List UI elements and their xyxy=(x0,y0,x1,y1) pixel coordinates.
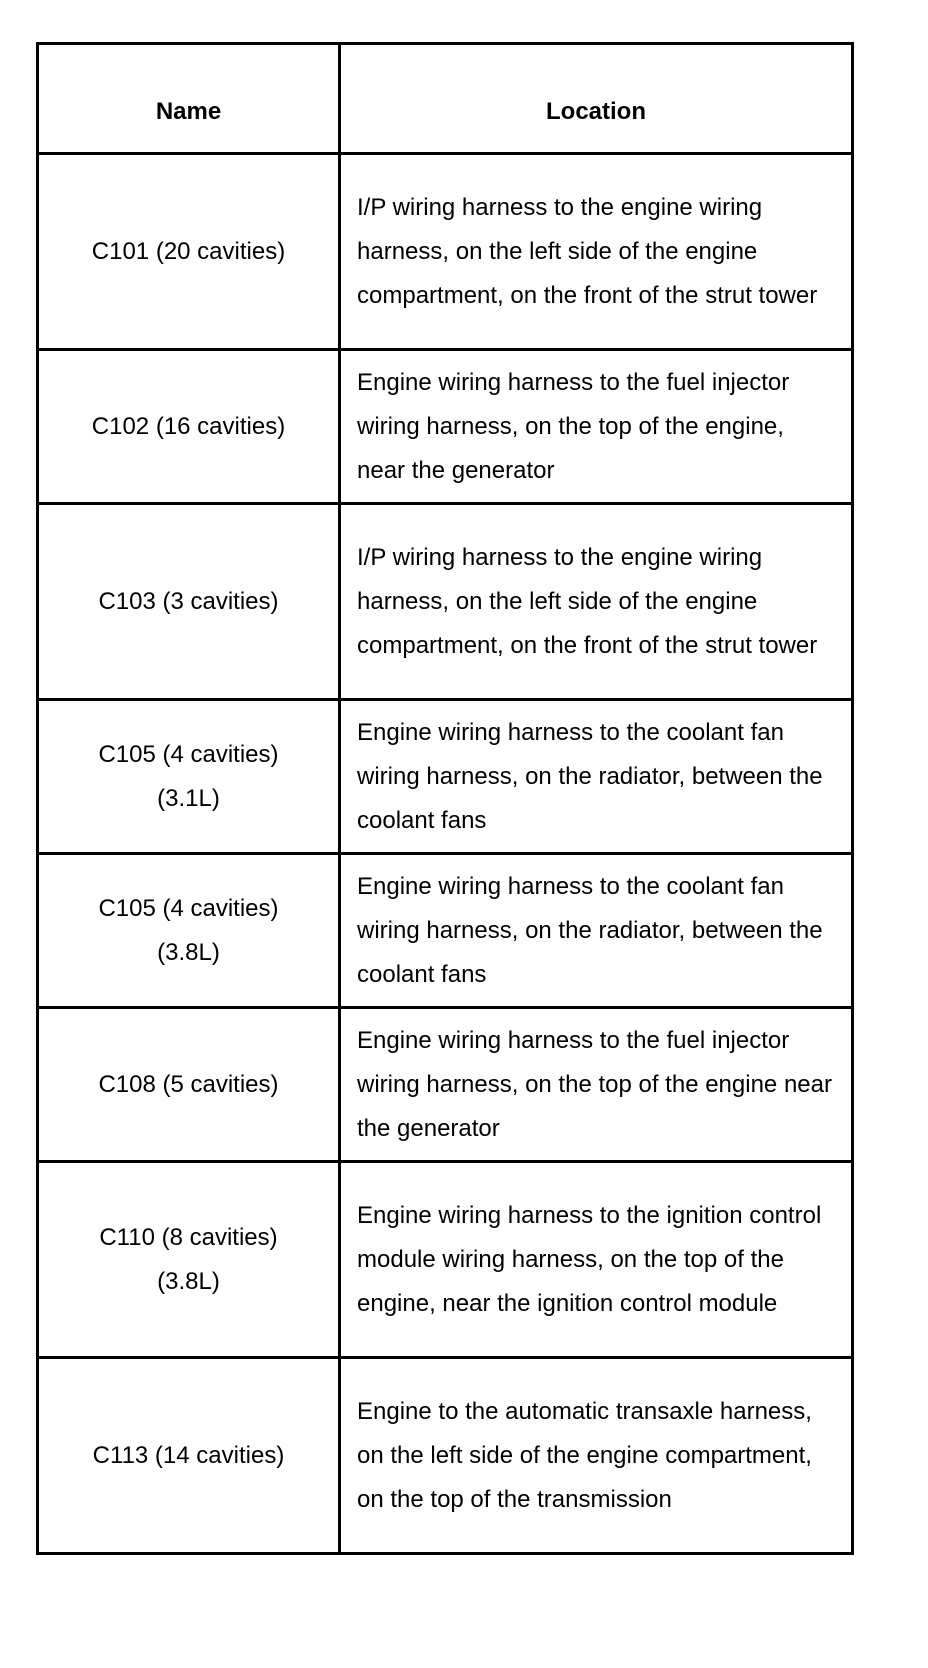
connector-location-cell xyxy=(340,1162,853,1358)
column-header-name: Name xyxy=(38,44,340,154)
table-row xyxy=(38,1162,853,1358)
connector-name-cell xyxy=(38,350,340,504)
connector-name-cell xyxy=(38,504,340,700)
connector-name: C108 (5 cavities) xyxy=(98,1070,279,1098)
connector-engine-variant: (3.8L) xyxy=(157,1267,220,1295)
connector-name-cell xyxy=(38,1008,340,1162)
connector-location-cell xyxy=(340,154,853,350)
connector-location: I/P wiring harness to the engine wiring harness, on the left side of the engine compartment, on the front of the strut tower xyxy=(357,193,818,309)
table-row xyxy=(38,854,853,1008)
connector-name-cell xyxy=(38,154,340,350)
connector-location: Engine to the automatic transaxle harness, on the left side of the engine compartment, on the top of the transmission xyxy=(357,1397,812,1513)
connector-location-cell xyxy=(340,1008,853,1162)
connector-name: C105 (4 cavities) xyxy=(98,740,279,768)
connector-location: Engine wiring harness to the fuel injector wiring harness, on the top of the engine near the generator xyxy=(357,1026,832,1142)
table-row xyxy=(38,504,853,700)
connector-name: C110 (8 cavities) xyxy=(99,1223,278,1251)
connector-location: Engine wiring harness to the coolant fan wiring harness, on the radiator, between the coolant fans xyxy=(357,718,823,834)
connector-location: Engine wiring harness to the ignition control module wiring harness, on the top of the engine, near the ignition control module xyxy=(357,1201,822,1317)
table-row xyxy=(38,1358,853,1554)
connector-name: C113 (14 cavities) xyxy=(92,1441,285,1469)
connector-location: Engine wiring harness to the fuel injector wiring harness, on the top of the engine, near the generator xyxy=(357,368,790,484)
connector-engine-variant: (3.1L) xyxy=(157,784,220,812)
connector-location: I/P wiring harness to the engine wiring harness, on the left side of the engine compartment, on the front of the strut tower xyxy=(357,543,818,659)
connector-location-cell xyxy=(340,854,853,1008)
connector-name-cell xyxy=(38,854,340,1008)
table-row xyxy=(38,1008,853,1162)
connector-name-cell xyxy=(38,700,340,854)
connector-name: C105 (4 cavities) xyxy=(98,894,279,922)
table-row xyxy=(38,350,853,504)
connector-name-cell xyxy=(38,1358,340,1554)
connector-location-cell xyxy=(340,504,853,700)
connector-location-cell xyxy=(340,350,853,504)
connector-table xyxy=(36,42,854,1555)
header-row xyxy=(38,44,853,154)
table-row xyxy=(38,700,853,854)
connector-engine-variant: (3.8L) xyxy=(157,938,220,966)
connector-name: C103 (3 cavities) xyxy=(98,587,279,615)
column-header-location: Location xyxy=(340,44,853,154)
connector-location-cell xyxy=(340,700,853,854)
connector-name-cell xyxy=(38,1162,340,1358)
connector-name: C102 (16 cavities) xyxy=(91,412,286,440)
connector-location: Engine wiring harness to the coolant fan wiring harness, on the radiator, between the coolant fans xyxy=(357,872,823,988)
table-row xyxy=(38,154,853,350)
connector-name: C101 (20 cavities) xyxy=(91,237,286,265)
connector-location-cell xyxy=(340,1358,853,1554)
